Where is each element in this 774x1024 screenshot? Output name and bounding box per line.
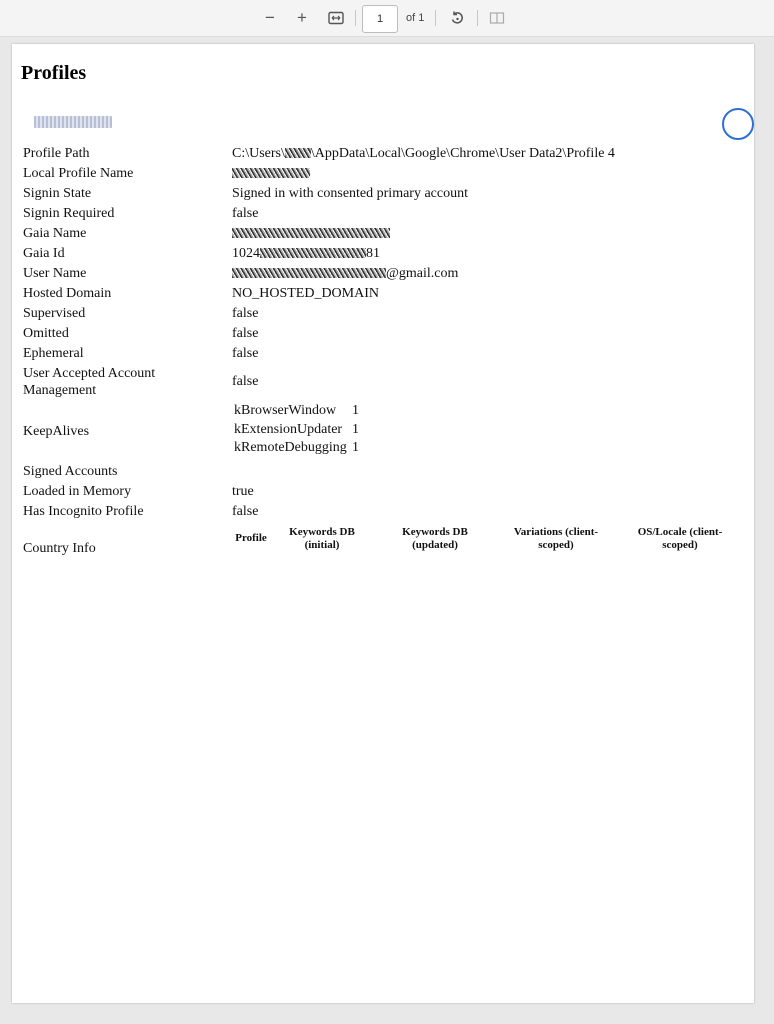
value-suffix: \AppData\Local\Google\Chrome\User Data2\Profile 4 xyxy=(310,146,615,161)
value-loaded-in-memory: true xyxy=(232,484,254,499)
label-ephemeral: Ephemeral xyxy=(23,346,84,361)
value-hosted-domain: NO_HOSTED_DOMAIN xyxy=(232,286,379,301)
label-gaia-id: Gaia Id xyxy=(23,246,65,261)
label-omitted: Omitted xyxy=(23,326,69,341)
redacted-text xyxy=(232,268,386,278)
label-signin-required: Signin Required xyxy=(23,206,115,221)
redacted-text xyxy=(285,148,311,158)
value-signin-required: false xyxy=(232,206,259,221)
value-prefix: C:\Users\ xyxy=(232,146,285,161)
value-supervised: false xyxy=(232,306,259,321)
value-prefix: 1024 xyxy=(232,246,260,261)
toolbar-divider xyxy=(355,10,356,26)
label-supervised: Supervised xyxy=(23,306,86,321)
label-local-profile-name: Local Profile Name xyxy=(23,166,134,181)
country-info-header-keywords-initial: Keywords DB (initial) xyxy=(289,526,355,551)
fit-width-icon xyxy=(328,11,344,25)
pdf-toolbar xyxy=(0,0,774,37)
label-has-incognito-profile: Has Incognito Profile xyxy=(23,504,144,519)
zoom-out-button[interactable]: − xyxy=(265,8,275,27)
label-user-accepted-account-management: User Accepted Account Management xyxy=(23,366,156,398)
keepalive-row xyxy=(234,439,359,458)
label-country-info: Country Info xyxy=(23,541,96,556)
page-title: Profiles xyxy=(21,62,87,84)
country-info-header-profile: Profile xyxy=(235,532,267,544)
keepalives-table xyxy=(234,402,359,458)
value-profile-path xyxy=(232,145,615,162)
value-local-profile-name xyxy=(232,165,310,182)
redacted-profile-name xyxy=(34,116,112,128)
value-ephemeral: false xyxy=(232,346,259,361)
label-loaded-in-memory: Loaded in Memory xyxy=(23,484,132,499)
fit-to-page-button[interactable] xyxy=(324,6,348,30)
value-has-incognito-profile: false xyxy=(232,504,259,519)
toolbar-divider xyxy=(435,10,436,26)
page-number-input[interactable] xyxy=(362,5,398,33)
zoom-in-button[interactable]: + xyxy=(297,8,307,27)
keepalive-count: 1 xyxy=(352,421,359,437)
value-user-name xyxy=(232,265,458,282)
redacted-text xyxy=(260,248,366,258)
redacted-text xyxy=(232,228,390,238)
keepalive-name: kExtensionUpdater xyxy=(234,421,343,437)
redacted-text xyxy=(232,168,310,178)
keepalive-row xyxy=(234,402,359,421)
label-hosted-domain: Hosted Domain xyxy=(23,286,112,301)
toolbar-divider xyxy=(477,10,478,26)
value-user-accepted-account-management: false xyxy=(232,374,259,389)
label-keepalives: KeepAlives xyxy=(23,424,90,439)
keepalive-name: kRemoteDebugging xyxy=(234,440,347,455)
label-signed-accounts: Signed Accounts xyxy=(23,464,118,479)
label-user-name: User Name xyxy=(23,266,87,281)
page-count-label: of 1 xyxy=(406,12,425,24)
value-gaia-id xyxy=(232,245,380,262)
value-signin-state: Signed in with consented primary account xyxy=(232,186,468,201)
value-gaia-name xyxy=(232,225,390,242)
value-suffix: @gmail.com xyxy=(386,266,459,281)
keepalive-count: 1 xyxy=(352,403,359,418)
two-page-view-button[interactable] xyxy=(485,6,509,30)
profile-avatar-circle xyxy=(722,108,754,140)
two-page-icon xyxy=(489,11,505,25)
keepalive-name: kBrowserWindow xyxy=(234,403,337,418)
label-profile-path: Profile Path xyxy=(23,146,90,161)
country-info-header-os-locale: OS/Locale (client-scoped) xyxy=(637,526,723,551)
keepalive-row xyxy=(234,421,359,440)
country-info-header-variations: Variations (client-scoped) xyxy=(513,526,599,551)
value-omitted: false xyxy=(232,326,259,341)
label-signin-state: Signin State xyxy=(23,186,92,201)
keepalive-count: 1 xyxy=(352,440,359,455)
label-gaia-name: Gaia Name xyxy=(23,226,87,241)
value-suffix: 81 xyxy=(366,246,380,261)
pdf-page xyxy=(12,44,754,1003)
rotate-icon xyxy=(449,10,465,26)
rotate-button[interactable] xyxy=(445,6,469,30)
country-info-header-keywords-updated: Keywords DB (updated) xyxy=(402,526,468,551)
